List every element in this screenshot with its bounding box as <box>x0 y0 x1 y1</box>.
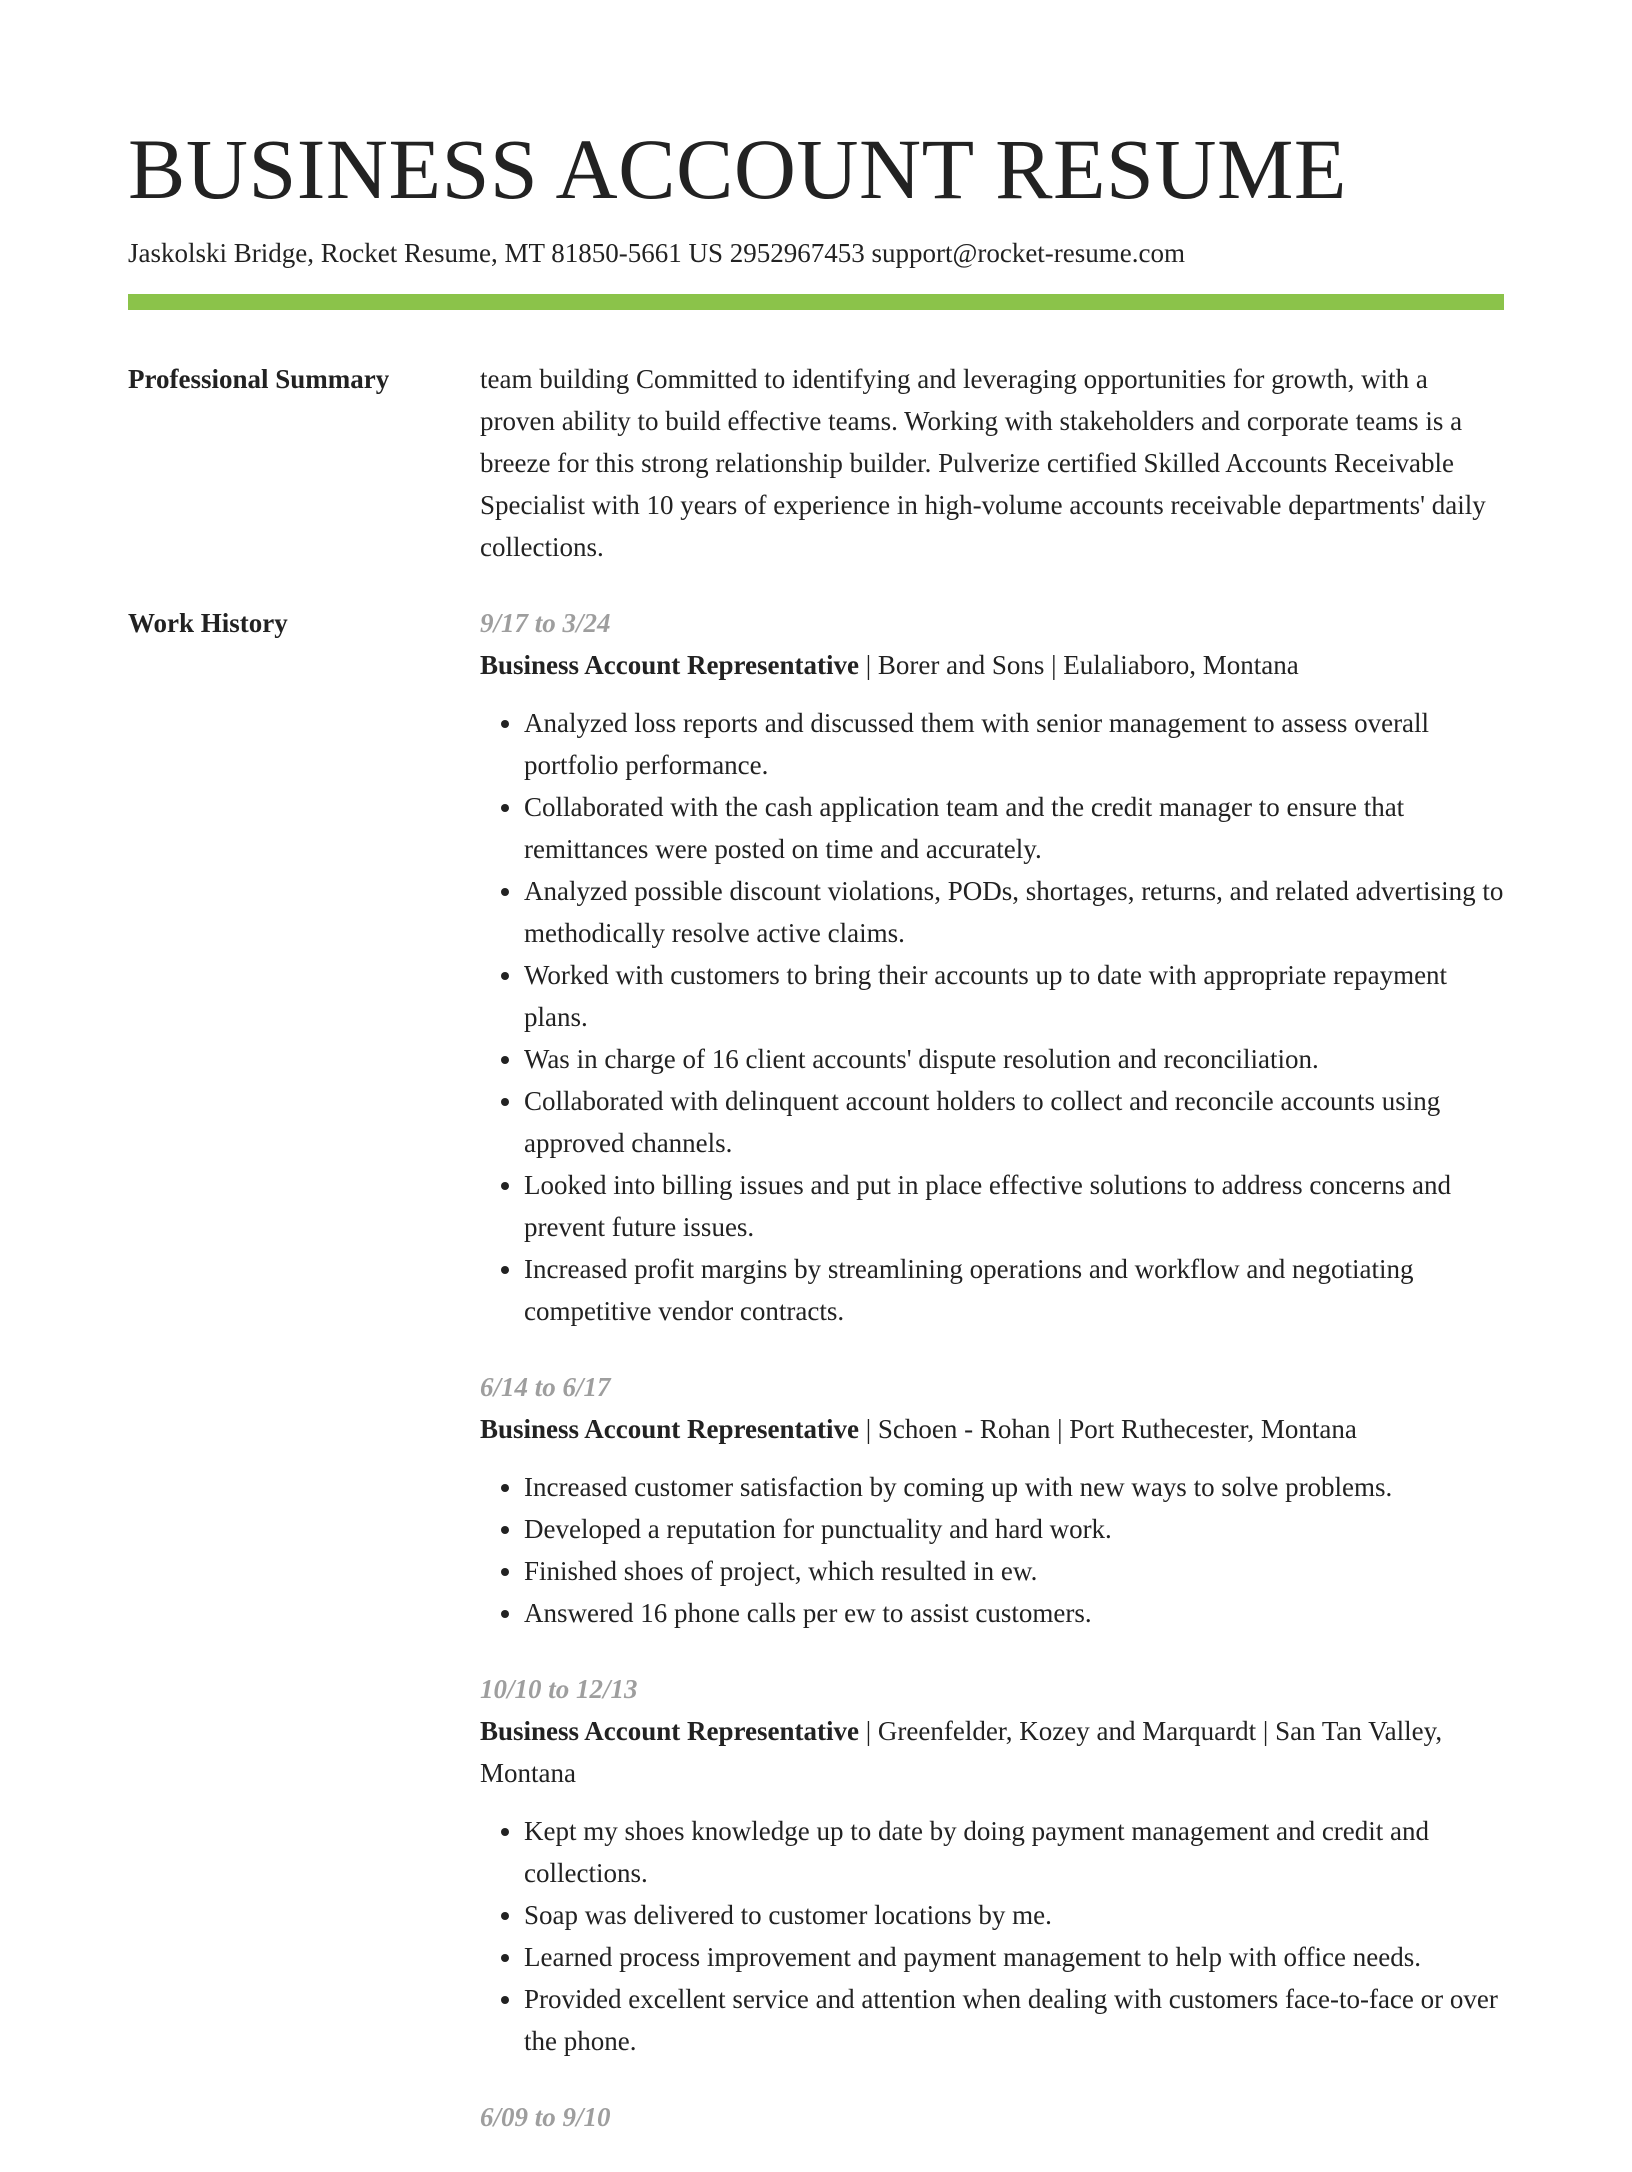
job-title: Business Account Representative <box>480 650 860 680</box>
contact-info: Jaskolski Bridge, Rocket Resume, MT 81850-5661 US 2952967453 support@rocket-resume.com <box>128 238 1185 268</box>
job-dates: 10/10 to 12/13 <box>480 1674 638 1704</box>
job-bullet: • Kept my shoes knowledge up to date by doing payment management and credit and collections. <box>524 1810 1504 1894</box>
job-dates: 6/14 to 6/17 <box>480 1372 611 1402</box>
job-dates: 6/09 to 9/10 <box>480 2102 611 2132</box>
work-history-list <box>480 602 1504 2172</box>
job-company-location: | Borer and Sons | Eulaliaboro, Montana <box>859 650 1299 680</box>
job-heading <box>480 1408 1504 1450</box>
job-bullet: • Analyzed possible discount violations, PODs, shortages, returns, and related advertising to methodically resolve active claims. <box>524 870 1504 954</box>
accent-divider <box>128 294 1504 310</box>
job-bullet: • Collaborated with the cash application team and the credit manager to ensure that remittances were posted on time and accurately. <box>524 786 1504 870</box>
job-bullet: • Learned process improvement and payment management to help with office needs. <box>524 1936 1504 1978</box>
job-bullet: • Worked with customers to bring their accounts up to date with appropriate repayment plans. <box>524 954 1504 1038</box>
resume-page <box>128 0 1504 2172</box>
job-bullet: • Was in charge of 16 client accounts' dispute resolution and reconciliation. <box>524 1038 1504 1080</box>
job-company-location: | Greenfelder, Kozey and Marquardt | San Tan Valley, Montana <box>480 1716 1443 1788</box>
job-title: Business Account Representative <box>480 1414 860 1444</box>
job-bullet: • Answered 16 phone calls per ew to assist customers. <box>524 1592 1504 1634</box>
job-bullet: • Developed a reputation for punctuality and hard work. <box>524 1508 1504 1550</box>
page-title: BUSINESS ACCOUNT RESUME <box>128 121 1347 217</box>
job-dates: 9/17 to 3/24 <box>480 608 611 638</box>
job-bullet: • Provided excellent service and attention when dealing with customers face-to-face or over the phone. <box>524 1978 1504 2062</box>
job-bullet-list <box>480 1810 1504 2062</box>
job-entry <box>480 602 1504 1332</box>
job-bullet: • Soap was delivered to customer locations by me. <box>524 1894 1504 1936</box>
summary-text: team building Committed to identifying and leveraging opportunities for growth, with a proven ability to build effective teams. Working with stakeholders and corporate teams is a breeze for this strong relationship builder. Pulverize certified Skilled Accounts Receivable Specialist with 10 years of experience in high-volume accounts receivable departments' daily collections. <box>480 364 1486 562</box>
job-bullet: • Increased customer satisfaction by coming up with new ways to solve problems. <box>524 1466 1504 1508</box>
job-bullet: • Increased profit margins by streamlining operations and workflow and negotiating competitive vendor contracts. <box>524 1248 1504 1332</box>
job-title: Business Account Representative <box>480 1716 860 1746</box>
job-heading <box>480 644 1504 686</box>
job-heading <box>480 1710 1504 1794</box>
summary-section <box>128 358 1504 568</box>
job-company-location: | Schoen - Rohan | Port Ruthecester, Montana <box>859 1414 1357 1444</box>
job-bullet: • Analyzed loss reports and discussed them with senior management to assess overall portfolio performance. <box>524 702 1504 786</box>
job-bullet-list <box>480 1466 1504 1634</box>
work-history-section <box>128 602 1504 2172</box>
summary-heading: Professional Summary <box>128 364 390 394</box>
work-history-heading: Work History <box>128 608 288 638</box>
job-bullet: • Finished shoes of project, which resulted in ew. <box>524 1550 1504 1592</box>
job-bullet-list <box>480 702 1504 1332</box>
summary-body <box>480 358 1504 568</box>
job-entry <box>480 1366 1504 1634</box>
job-entry <box>480 1668 1504 2062</box>
job-entry <box>480 2096 1504 2138</box>
job-bullet: • Collaborated with delinquent account holders to collect and reconcile accounts using approved channels. <box>524 1080 1504 1164</box>
job-bullet: • Looked into billing issues and put in place effective solutions to address concerns and prevent future issues. <box>524 1164 1504 1248</box>
